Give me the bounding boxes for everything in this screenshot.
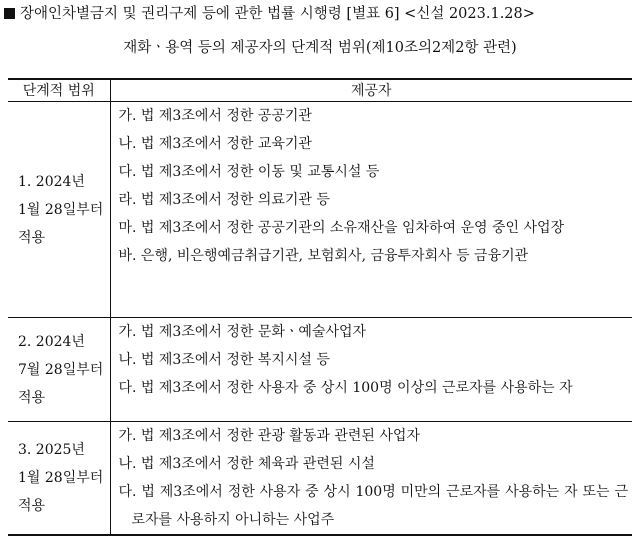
stage-column-header: 단계적 범위 xyxy=(8,79,110,102)
list-item: 나. 법 제3조에서 정한 체육과 관련된 시설 xyxy=(118,456,375,472)
stage-range-table xyxy=(8,78,632,536)
stage-label: 2. 2024년 7월 28일부터 적용 xyxy=(18,333,104,406)
list-item: 다. 법 제3조에서 정한 사용자 중 상시 100명 이상의 근로자를 사용하는 자 xyxy=(118,380,573,396)
list-item: 가. 법 제3조에서 정한 문화ㆍ예술사업자 xyxy=(118,324,367,340)
list-item: 다. 법 제3조에서 정한 이동 및 교통시설 등 xyxy=(118,164,380,180)
stage-label: 1. 2024년 1월 28일부터 적용 xyxy=(18,173,104,246)
table-row xyxy=(8,102,632,318)
stage-cell xyxy=(8,102,110,318)
table-row xyxy=(8,422,632,536)
list-item: 나. 법 제3조에서 정한 교육기관 xyxy=(118,136,312,152)
provider-cell xyxy=(110,102,632,318)
stage-label: 3. 2025년 1월 28일부터 적용 xyxy=(18,442,104,514)
table-header-row xyxy=(8,79,632,102)
table-row xyxy=(8,318,632,422)
heading-text: 장애인차별금지 및 권리구제 등에 관한 법률 시행령 [별표 6] <신설 2023.1.28> xyxy=(20,6,535,22)
list-item: 다. 법 제3조에서 정한 사용자 중 상시 100명 미만의 근로자를 사용하는 자 또는 근로자를 사용하지 아니하는 사업주 xyxy=(118,484,628,528)
provider-column-header: 제공자 xyxy=(110,79,632,102)
list-item: 바. 은행, 비은행예금취급기관, 보험회사, 금융투자회사 등 금융기관 xyxy=(118,248,529,264)
stage-cell xyxy=(8,422,110,536)
provider-cell xyxy=(110,422,632,536)
provider-cell xyxy=(110,318,632,422)
stage-cell xyxy=(8,318,110,422)
list-item: 가. 법 제3조에서 정한 공공기관 xyxy=(118,108,312,124)
list-item: 마. 법 제3조에서 정한 공공기관의 소유재산을 임차하여 운영 중인 사업장 xyxy=(118,220,565,236)
black-square-bullet-icon xyxy=(4,8,15,19)
list-item: 라. 법 제3조에서 정한 의료기관 등 xyxy=(118,192,330,208)
list-item: 나. 법 제3조에서 정한 복지시설 등 xyxy=(118,352,330,368)
table-title: 재화ㆍ용역 등의 제공자의 단계적 범위(제10조의2제2항 관련) xyxy=(123,40,517,56)
list-item: 가. 법 제3조에서 정한 관광 활동과 관련된 사업자 xyxy=(118,428,420,444)
document-heading xyxy=(4,4,636,24)
